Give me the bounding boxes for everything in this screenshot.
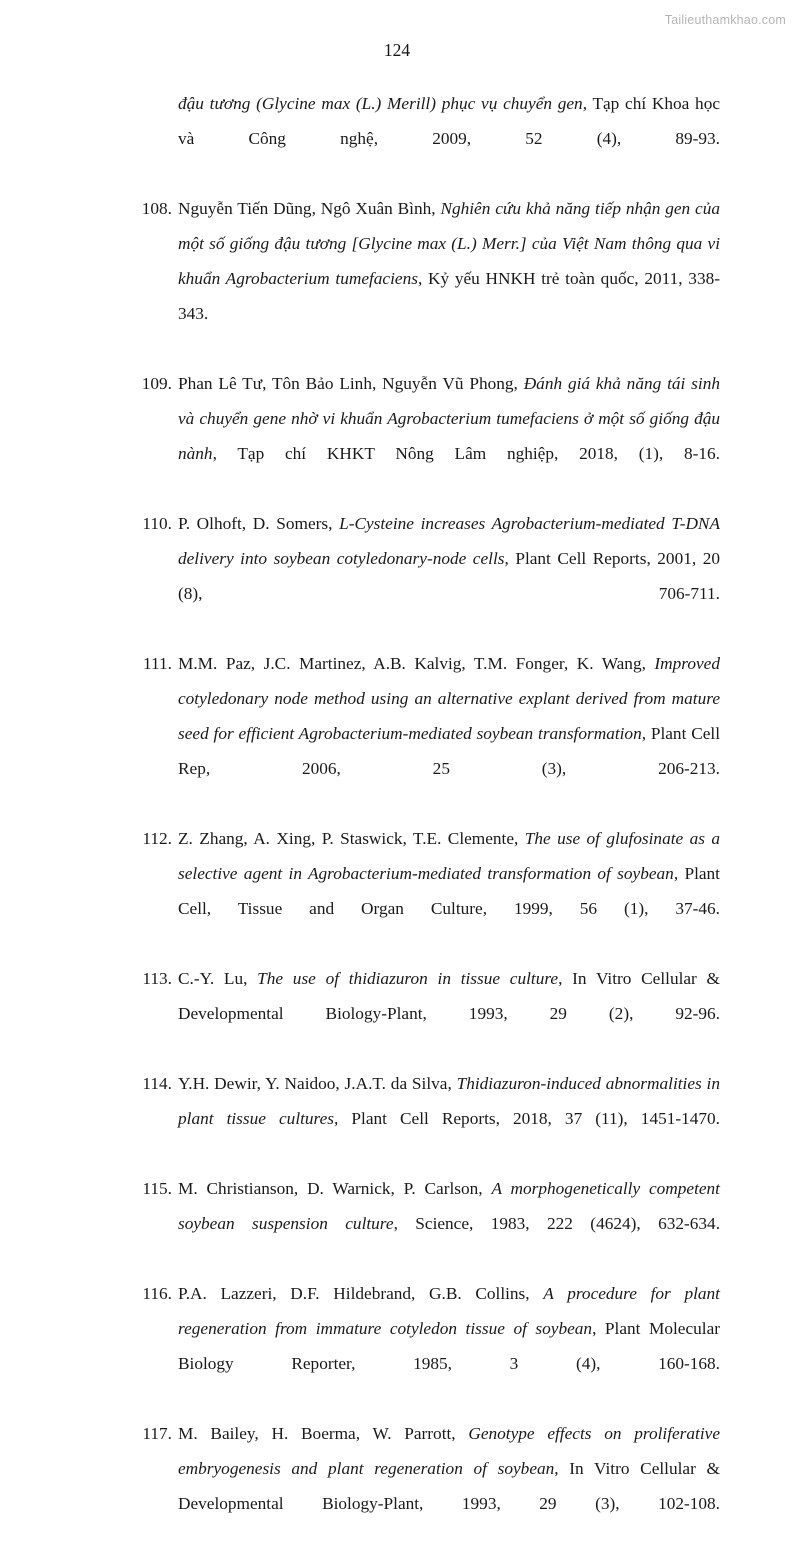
reference-entry xyxy=(140,1276,720,1416)
reference-title: Genotype effects on proliferative embryogenesis and plant regeneration of soybean xyxy=(178,1424,720,1478)
reference-text xyxy=(178,829,720,953)
reference-entry xyxy=(140,366,720,506)
reference-meta: Y.H. Dewir, Y. Naidoo, J.A.T. da Silva, xyxy=(178,1074,457,1093)
page-number: 124 xyxy=(383,40,411,60)
reference-meta: Nguyễn Tiến Dũng, Ngô Xuân Bình, xyxy=(178,199,441,218)
reference-title: L-Cysteine increases Agrobacterium-mediated T-DNA delivery into soybean cotyledonary-node cells xyxy=(178,514,721,568)
reference-title: đậu tương (Glycine max (L.) Merill) phục vụ chuyển gen xyxy=(178,94,583,113)
reference-title: The use of thidiazuron in tissue culture xyxy=(257,969,559,988)
reference-entry xyxy=(140,506,720,646)
reference-text xyxy=(178,94,720,183)
reference-title: Thidiazuron-induced abnormalities in plant tissue cultures xyxy=(178,1074,720,1128)
reference-title: A procedure for plant regeneration from immature cotyledon tissue of soybean xyxy=(178,1284,720,1338)
reference-number: 113. xyxy=(142,969,172,988)
reference-meta: M. Bailey, H. Boerma, W. Parrott, xyxy=(178,1424,469,1443)
reference-meta: , Tạp chí KHKT Nông Lâm nghiệp, 2018, (1), 8-16. xyxy=(212,444,720,463)
reference-meta: , Plant Cell, Tissue and Organ Culture, 1999, 56 (1), 37-46. xyxy=(178,864,720,918)
reference-meta: , Kỷ yếu HNKH trẻ toàn quốc, 2011, 338-343. xyxy=(178,269,720,323)
reference-text xyxy=(178,654,720,813)
reference-meta: C.-Y. Lu, xyxy=(178,969,258,988)
reference-text xyxy=(178,969,720,1058)
reference-meta: M. Christianson, D. Warnick, P. Carlson, xyxy=(178,1179,492,1198)
reference-number: 117. xyxy=(142,1424,172,1443)
reference-meta: , Plant Cell Reports, 2018, 37 (11), 1451-1470. xyxy=(334,1109,721,1128)
reference-meta: , In Vitro Cellular & Developmental Biology-Plant, 1993, 29 (3), 102-108. xyxy=(178,1459,720,1513)
reference-title: The use of glufosinate as a selective agent in Agrobacterium-mediated transformation of soybean xyxy=(178,829,721,883)
reference-number: 112. xyxy=(142,829,172,848)
reference-meta: , Tạp chí Khoa học và Công nghệ, 2009, 52 (4), 89-93. xyxy=(178,94,721,148)
reference-number: 114. xyxy=(142,1074,172,1093)
reference-meta: P. Olhoft, D. Somers, xyxy=(178,514,340,533)
reference-meta: Z. Zhang, A. Xing, P. Staswick, T.E. Clemente, xyxy=(178,829,525,848)
reference-number: 109. xyxy=(141,374,172,393)
reference-number: 108. xyxy=(141,199,172,218)
reference-meta: , In Vitro Cellular & Developmental Biology-Plant, 1993, 29 (2), 92-96. xyxy=(178,969,720,1023)
site-watermark: Tailieuthamkhao.com xyxy=(664,13,786,27)
reference-text xyxy=(178,1284,720,1408)
reference-meta: P.A. Lazzeri, D.F. Hildebrand, G.B. Collins, xyxy=(178,1284,544,1303)
reference-entry xyxy=(140,191,720,366)
reference-entry xyxy=(140,646,720,821)
reference-entry xyxy=(140,961,720,1066)
reference-number: 111. xyxy=(143,654,172,673)
reference-number: 110. xyxy=(142,514,172,533)
reference-title: Improved cotyledonary node method using an alternative explant derived from mature seed for efficient Agrobacterium-mediated soybean transformation xyxy=(178,654,720,743)
reference-title: Nghiên cứu khả năng tiếp nhận gen của một số giống đậu tương [Glycine max (L.) Merr.] của Việt Nam thông qua vi khuẩn Agrobacterium tumefaciens xyxy=(178,199,720,288)
reference-meta: , Science, 1983, 222 (4624), 632-634. xyxy=(393,1214,721,1233)
reference-meta: , Plant Cell Reports, 2001, 20 (8), 706-711. xyxy=(178,549,720,603)
reference-text xyxy=(178,374,720,498)
reference-continuation xyxy=(140,86,720,191)
reference-text xyxy=(178,1179,720,1268)
reference-number: 116. xyxy=(142,1284,172,1303)
reference-number: 115. xyxy=(142,1179,172,1198)
reference-meta: M.M. Paz, J.C. Martinez, A.B. Kalvig, T.M. Fonger, K. Wang, xyxy=(178,654,655,673)
reference-meta: , Plant Cell Rep, 2006, 25 (3), 206-213. xyxy=(178,724,720,778)
reference-text xyxy=(178,514,720,638)
reference-meta: , Plant Molecular Biology Reporter, 1985, 3 (4), 160-168. xyxy=(178,1319,720,1373)
reference-text xyxy=(178,199,720,358)
reference-entry xyxy=(140,1171,720,1276)
reference-title: Đánh giá khả năng tái sinh và chuyển gene nhờ vi khuẩn Agrobacterium tumefaciens ở một số giống đậu nành xyxy=(178,374,720,463)
reference-meta: Phan Lê Tư, Tôn Bảo Linh, Nguyễn Vũ Phong, xyxy=(178,374,524,393)
reference-text xyxy=(178,1074,720,1163)
reference-entry xyxy=(140,821,720,961)
reference-text xyxy=(178,1424,720,1548)
reference-entry xyxy=(140,1416,720,1556)
reference-list xyxy=(140,86,720,1556)
reference-entry xyxy=(140,1066,720,1171)
reference-title: A morphogenetically competent soybean suspension culture xyxy=(178,1179,720,1233)
